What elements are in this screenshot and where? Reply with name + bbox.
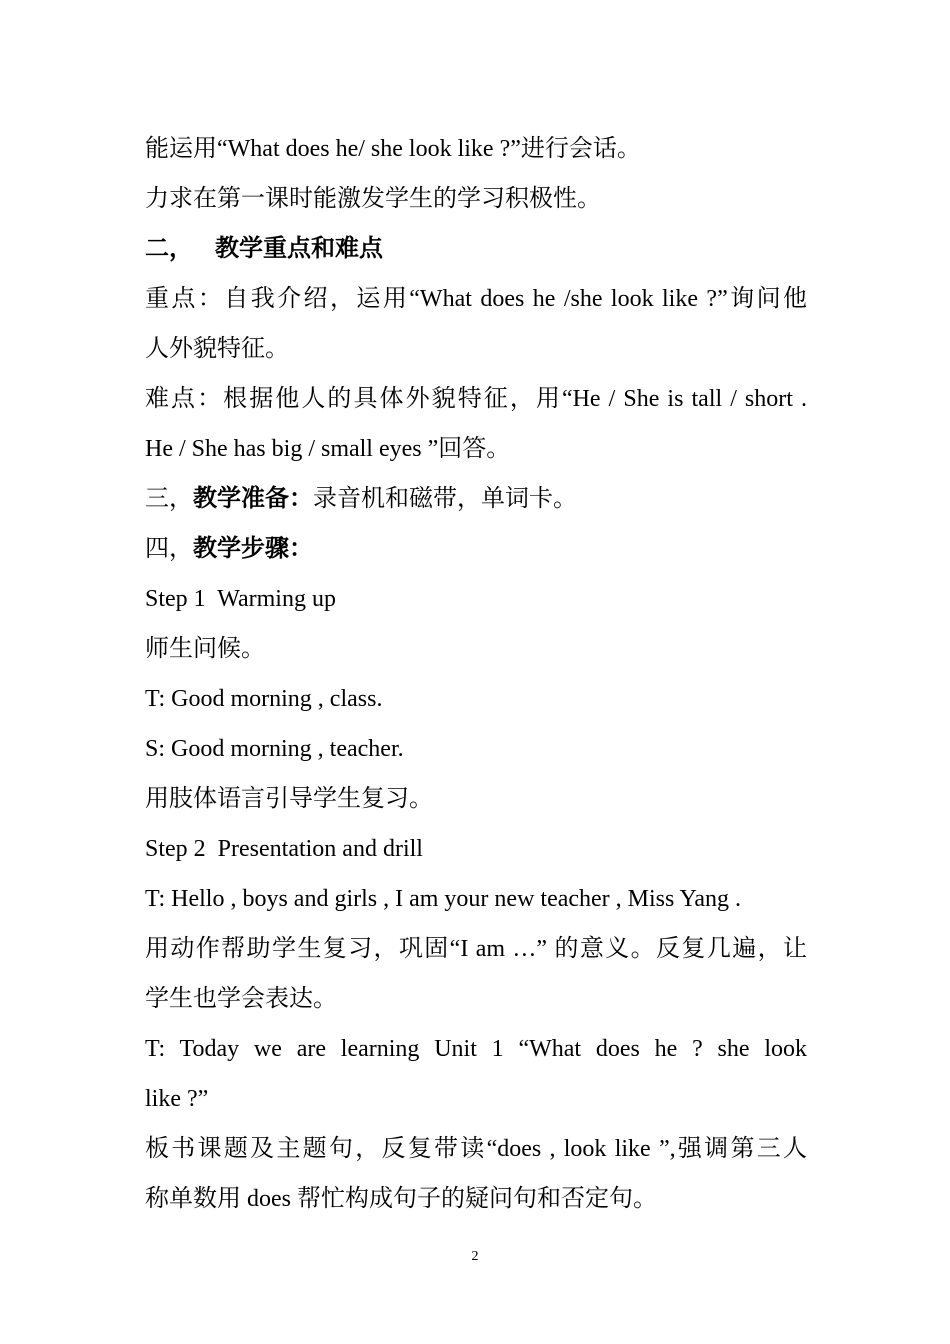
text-line: 力求在第一课时能激发学生的学习积极性。 [145, 186, 601, 212]
text-line: 人外貌特征。 [145, 336, 289, 362]
step-heading: Step 2 Presentation and drill [145, 836, 423, 862]
text-line: 板书课题及主题句，反复带读“does , look like ”,强调第三人 [145, 1136, 807, 1162]
text-line: 难点：根据他人的具体外貌特征，用“He / She is tall / short . [145, 386, 807, 412]
section-heading-2 [145, 224, 807, 274]
text-line: He / She has big / small eyes ”回答。 [145, 436, 511, 462]
page-number: 2 [471, 1249, 479, 1264]
section-content: 录音机和磁带，单词卡。 [313, 486, 577, 512]
section-title: 教学步骤： [193, 536, 313, 562]
text-line: 能运用“What does he/ she look like ?”进行会话。 [145, 136, 641, 162]
step-heading: Step 1 Warming up [145, 586, 336, 612]
section-number: 二， [145, 236, 193, 262]
dialogue-line: S: Good morning , teacher. [145, 736, 404, 762]
section-number: 四， [145, 536, 193, 562]
section-title: 教学准备： [193, 486, 313, 512]
section-title: 教学重点和难点 [215, 236, 383, 262]
section-number: 三， [145, 486, 193, 512]
dialogue-line: T: Good morning , class. [145, 686, 383, 712]
dialogue-line: T: Today we are learning Unit 1 “What does he ? she look [145, 1036, 807, 1062]
section-heading-4 [145, 524, 807, 574]
text-line: 师生问候。 [145, 636, 265, 662]
text-line: 重点：自我介绍，运用“What does he /she look like ?”询问他 [145, 286, 807, 312]
dialogue-line: T: Hello , boys and girls , I am your new teacher , Miss Yang . [145, 886, 742, 912]
dialogue-line: like ?” [145, 1086, 209, 1112]
text-line: 学生也学会表达。 [145, 986, 337, 1012]
document-body [145, 124, 807, 1224]
text-line: 用动作帮助学生复习，巩固“I am …” 的意义。反复几遍，让 [145, 936, 807, 962]
text-line: 称单数用 does 帮忙构成句子的疑问句和否定句。 [145, 1186, 657, 1212]
section-heading-3 [145, 474, 807, 524]
text-line: 用肢体语言引导学生复习。 [145, 786, 433, 812]
